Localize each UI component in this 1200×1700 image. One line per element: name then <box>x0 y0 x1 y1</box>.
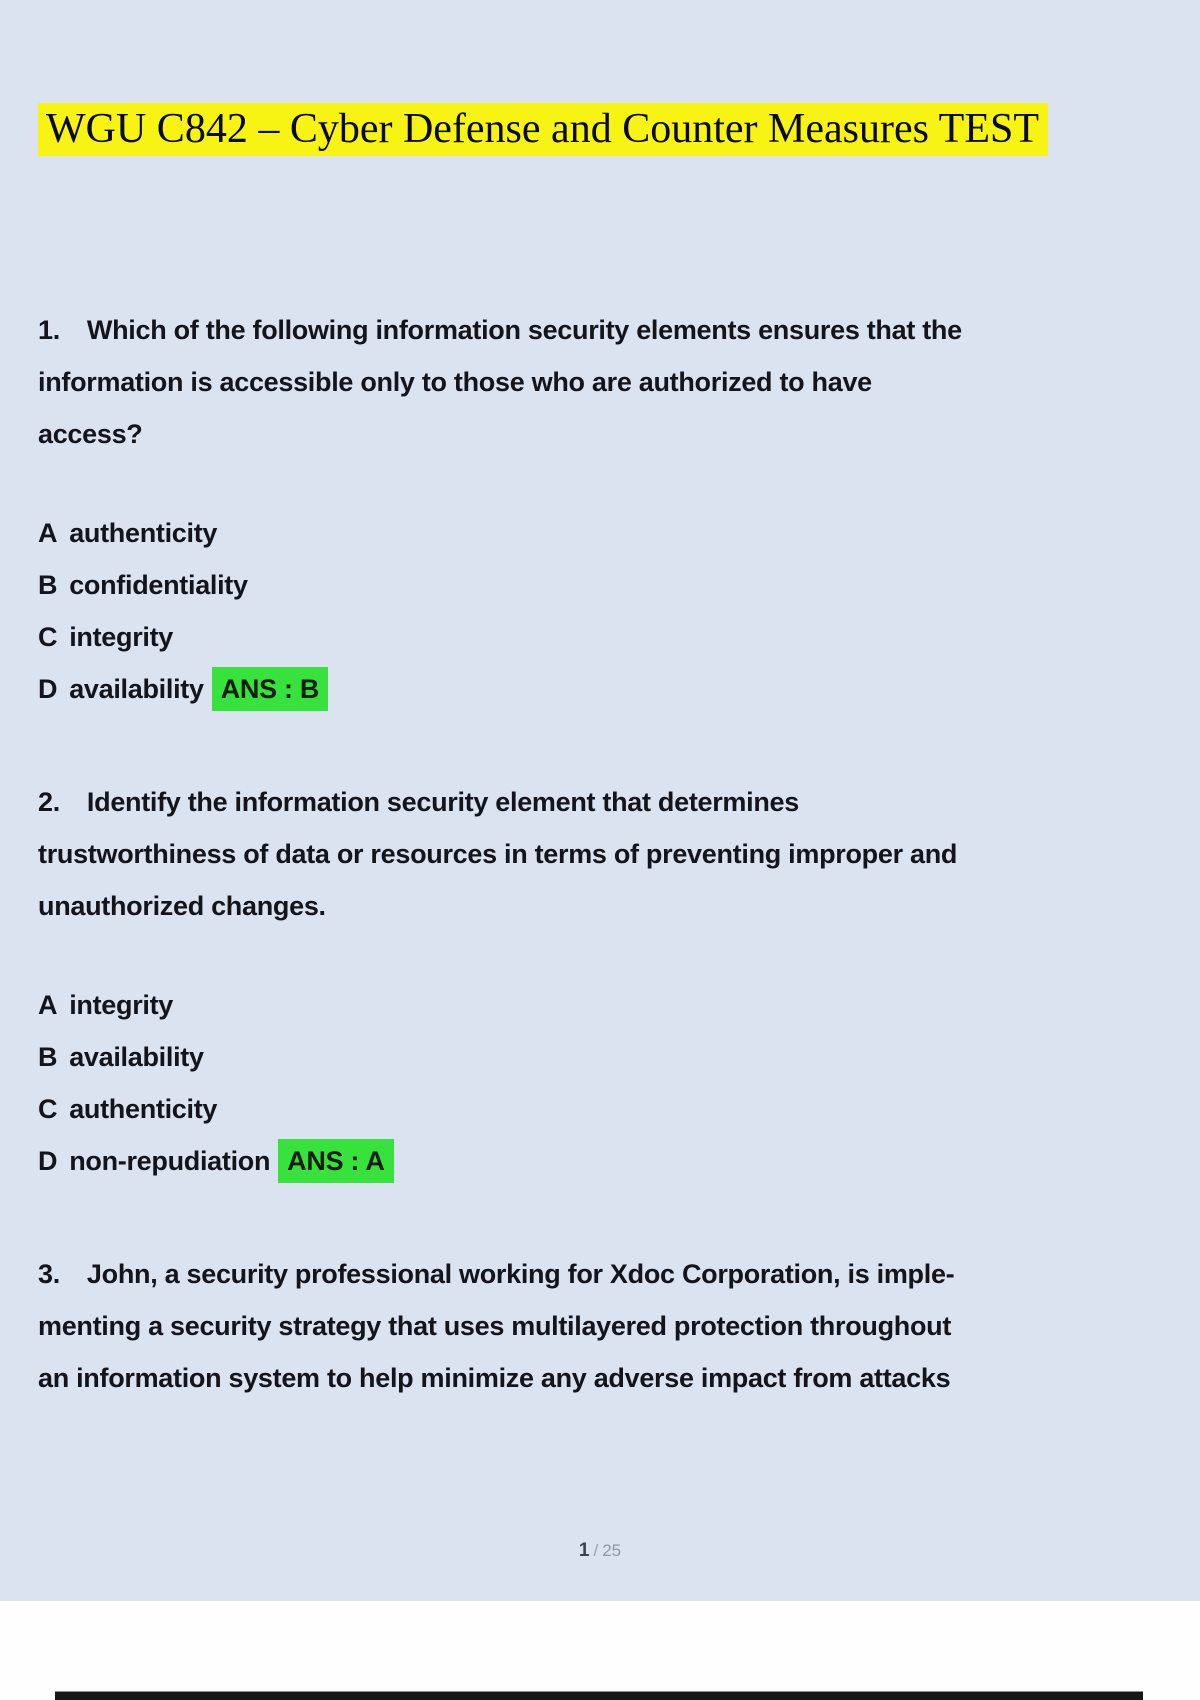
option-label: C <box>38 622 58 652</box>
question-text: Identify the information security element that determines <box>86 787 799 817</box>
option-label: B <box>38 570 58 600</box>
question-2-options <box>38 979 1160 1187</box>
option-text: availability <box>69 1042 204 1072</box>
answer-badge: ANS : B <box>212 667 328 711</box>
question-3 <box>38 1248 1160 1404</box>
option-text: integrity <box>69 622 174 652</box>
option-row-a <box>38 507 1160 559</box>
option-text: authenticity <box>69 1094 218 1124</box>
question-number: 2. <box>38 787 60 817</box>
question-line <box>38 304 1160 356</box>
option-label: B <box>38 1042 58 1072</box>
option-text: confidentiality <box>69 570 248 600</box>
option-row-b <box>38 1031 1160 1083</box>
option-row-a <box>38 979 1160 1031</box>
question-text: Which of the following information security elements ensures that the <box>86 315 962 345</box>
option-label: A <box>38 990 58 1020</box>
option-row-d <box>38 1135 1160 1187</box>
option-label: D <box>38 1146 58 1176</box>
question-line: menting a security strategy that uses multilayered protection throughout <box>38 1311 952 1341</box>
option-row-d <box>38 663 1160 715</box>
option-label: D <box>38 674 58 704</box>
question-line: information is accessible only to those who are authorized to have <box>38 367 872 397</box>
question-number: 1. <box>38 315 60 345</box>
option-text: availability <box>69 674 204 704</box>
question-2 <box>38 776 1160 1187</box>
current-page-number: 1 <box>578 1540 590 1561</box>
page-title: WGU C842 – Cyber Defense and Counter Measures TEST <box>38 103 1048 156</box>
page-gap <box>0 1601 1200 1700</box>
option-row-c <box>38 1083 1160 1135</box>
answer-badge: ANS : A <box>278 1139 393 1183</box>
question-1 <box>38 304 1160 715</box>
page-title-row <box>38 103 1160 156</box>
page-separator: / <box>593 1541 599 1560</box>
page-number-indicator <box>0 1540 1200 1562</box>
question-line: an information system to help minimize any adverse impact from attacks <box>38 1363 951 1393</box>
option-text: authenticity <box>69 518 218 548</box>
question-line <box>38 776 1160 828</box>
option-text: integrity <box>69 990 174 1020</box>
total-page-count: 25 <box>602 1541 622 1560</box>
option-row-c <box>38 611 1160 663</box>
option-label: A <box>38 518 58 548</box>
option-text: non-repudiation <box>69 1146 271 1176</box>
question-1-options <box>38 507 1160 715</box>
option-row-b <box>38 559 1160 611</box>
question-number: 3. <box>38 1259 60 1289</box>
question-line: access? <box>38 419 143 449</box>
option-label: C <box>38 1094 58 1124</box>
question-line <box>38 1248 1160 1300</box>
question-text: John, a security professional working for Xdoc Corporation, is imple- <box>86 1259 955 1289</box>
question-line: unauthorized changes. <box>38 891 326 921</box>
next-page-top-edge <box>55 1691 1143 1700</box>
question-line: trustworthiness of data or resources in terms of preventing improper and <box>38 839 958 869</box>
